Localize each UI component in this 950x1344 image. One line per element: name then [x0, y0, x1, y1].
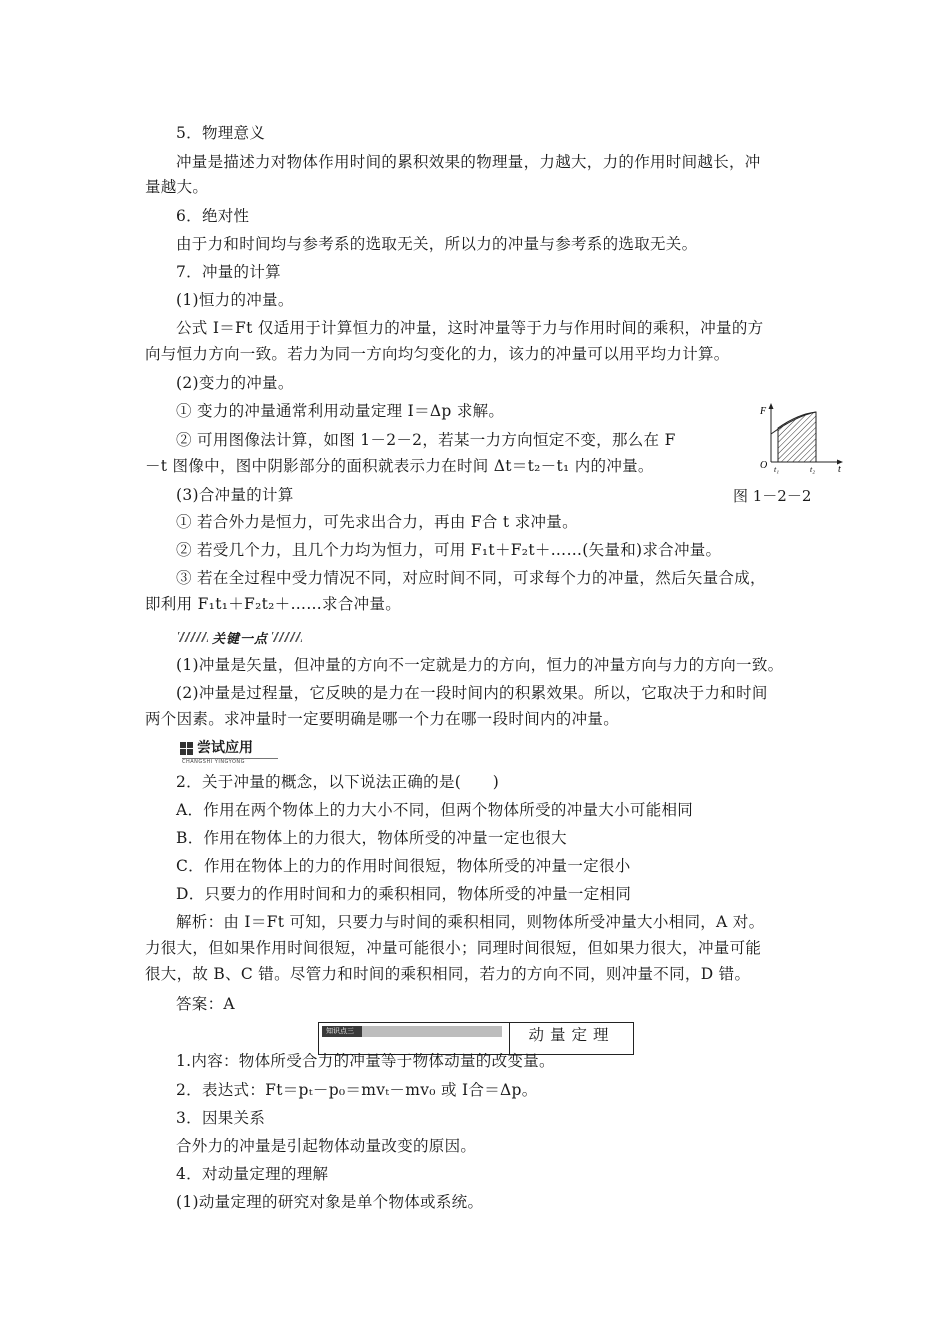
knowledge-tag: [322, 1026, 502, 1037]
paragraph-line: 向与恒力方向一致。若力为同一方向均匀变化的力，该力的冲量可以用平均力计算。: [145, 345, 730, 363]
answer: 答案：A: [176, 995, 235, 1013]
shaded-impulse-area: [778, 412, 816, 462]
keypoint-label: 关键一点: [212, 631, 269, 647]
heading-causality: 3．因果关系: [176, 1109, 266, 1127]
paragraph-line: (1)冲量是矢量，但冲量的方向不一定就是力的方向，恒力的冲量方向与力的方向一致。: [176, 656, 784, 674]
paragraph-line: (2)冲量是过程量，它反映的是力在一段时间内的积累效果。所以，它取决于力和时间: [176, 684, 768, 702]
tryapply-sublabel: CHANGSHI YINGYONG: [182, 758, 278, 765]
paragraph-line: ① 变力的冲量通常利用动量定理 I＝Δp 求解。: [176, 402, 505, 420]
heading-impulse-calculation: 7．冲量的计算: [176, 263, 281, 281]
force-time-figure: [756, 402, 846, 474]
t2-label: t₂: [810, 465, 816, 474]
paragraph-line: 合外力的冲量是引起物体动量改变的原因。: [176, 1137, 477, 1155]
t1-label: t₁: [774, 465, 780, 474]
banner-hatch-right: [272, 632, 302, 642]
paragraph-line: ③ 若在全过程中受力情况不同，对应时间不同，可求每个力的冲量，然后矢量合成，: [176, 569, 766, 587]
paragraph-line: 冲量是描述力对物体作用时间的累积效果的物理量，力越大，力的作用时间越长，冲: [176, 153, 761, 171]
paragraph-line: 公式 I＝Ft 仅适用于计算恒力的冲量，这时冲量等于力与作用时间的乘积，冲量的方: [176, 319, 764, 337]
paragraph-line: (1)动量定理的研究对象是单个物体或系统。: [176, 1193, 484, 1211]
paragraph-line: ② 可用图像法计算，如图 1－2－2，若某一力方向恒定不变，那么在 F: [176, 431, 676, 449]
paragraph-line: ② 若受几个力，且几个力均为恒力，可用 F₁t＋F₂t＋……(矢量和)求合冲量。: [176, 541, 722, 559]
paragraph-line: 1.内容：物体所受合力的冲量等于物体动量的改变量。: [176, 1052, 555, 1070]
knowledge-tag-text: 知识点三: [326, 1027, 354, 1035]
origin-label: O: [760, 460, 768, 471]
analysis-line: 很大，故 B、C 错。尽管力和时间的乘积相同，若力的方向不同，则冲量不同，D 错。: [145, 965, 751, 983]
tryapply-banner: [180, 740, 290, 766]
heading-absoluteness: 6．绝对性: [176, 207, 250, 225]
question-stem: 2．关于冲量的概念，以下说法正确的是( ): [176, 773, 500, 791]
y-axis-label: F: [760, 406, 767, 417]
option-b: B．作用在物体上的力很大，物体所受的冲量一定也很大: [176, 829, 567, 847]
keypoint-banner: [178, 628, 302, 646]
paragraph-line: 两个因素。求冲量时一定要明确是哪一个力在哪一段时间内的冲量。: [145, 710, 620, 728]
option-c: C．作用在物体上的力的作用时间很短，物体所受的冲量一定很小: [176, 857, 631, 875]
paragraph-line: －t 图像中，图中阴影部分的面积就表示力在时间 Δt＝t₂－t₁ 内的冲量。: [145, 457, 654, 475]
paragraph-line: ① 若合外力是恒力，可先求出合力，再由 F合 t 求冲量。: [176, 513, 578, 531]
option-a: A．作用在两个物体上的力大小不同，但两个物体所受的冲量大小可能相同: [176, 801, 694, 819]
y-axis-arrow: [769, 403, 774, 409]
tryapply-label: 尝试应用: [197, 740, 253, 756]
grid-icon: [180, 742, 193, 755]
subheading-net-impulse: (3)合冲量的计算: [176, 486, 294, 504]
analysis-line: 力很大，但如果作用时间很短，冲量可能很小；同理时间很短，但如果力很大，冲量可能: [145, 939, 762, 957]
paragraph-line: 即利用 F₁t₁＋F₂t₂＋……求合冲量。: [145, 595, 402, 613]
option-d: D．只要力的作用时间和力的乘积相同，物体所受的冲量一定相同: [176, 885, 632, 903]
banner-hatch-left: [178, 632, 208, 642]
paragraph-line: 由于力和时间均与参考系的选取无关，所以力的冲量与参考系的选取无关。: [176, 235, 698, 253]
subheading-constant-force: (1)恒力的冲量。: [176, 291, 294, 309]
paragraph-line: 2．表达式：Ft＝pₜ－p₀＝mvₜ－mv₀ 或 I合＝Δp。: [176, 1081, 538, 1099]
figure-caption: 图 1－2－2: [733, 487, 812, 505]
knowledge-title: 动量定理: [528, 1026, 615, 1044]
x-axis-label: t: [838, 464, 841, 474]
heading-understanding: 4．对动量定理的理解: [176, 1165, 329, 1183]
heading-physical-meaning: 5．物理意义: [176, 124, 266, 142]
paragraph-line: 量越大。: [145, 178, 209, 196]
subheading-variable-force: (2)变力的冲量。: [176, 374, 294, 392]
analysis-line: 解析：由 I＝Ft 可知，只要力与时间的乘积相同，则物体所受冲量大小相同，A 对。: [176, 913, 765, 931]
